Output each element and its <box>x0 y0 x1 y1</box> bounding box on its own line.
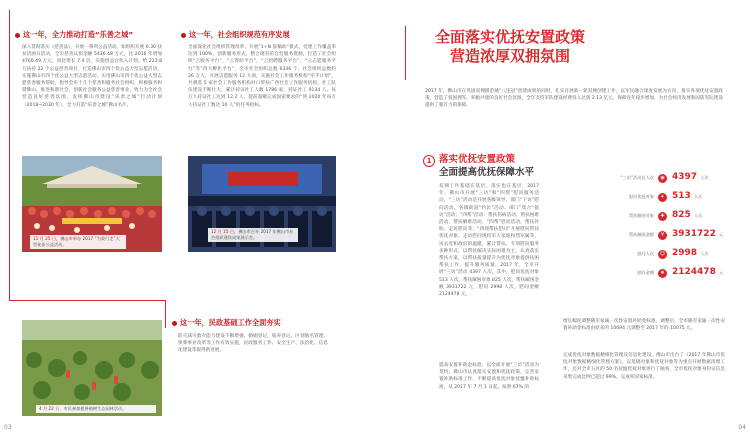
stat-value: 825 人次 <box>672 210 703 220</box>
photo-walk-event <box>22 156 162 252</box>
stat-value: 2998 人次 <box>672 248 709 258</box>
stat-value: 513 人次 <box>672 191 703 201</box>
section-text: 防灾减灾救灾能力建设不断增强，婚姻登记，收养登记、区划地名管理、殡葬事业改革等工作有效实施，民政服务工作、安全生产、法治化、信息化建设等取得新进展。 <box>178 334 328 354</box>
visit-icon: ☺ <box>659 251 666 257</box>
gift-icon: ❖ <box>658 269 667 278</box>
stats-panel <box>550 168 725 288</box>
stat-label: 慰问优抚对象 <box>628 194 654 199</box>
stat-label: 慰问人次 <box>637 251 654 256</box>
section-heading: 这一年，全力推动打造“乐善之城” <box>15 30 133 40</box>
section-number-badge: 1 <box>423 155 435 167</box>
stat-row <box>550 172 725 186</box>
photo-exhibition <box>188 156 336 252</box>
stat-label: 慰问金额 <box>637 270 654 275</box>
stat-row <box>550 248 725 262</box>
section-text: 全面深化社会组织管理改革，开展“1+N 辞稿助”模式，党建工作覆盖率达到 100%，创新服务形式，整合现有的自营服务资源，打造了社会组织“云服务平台”，“云资助平台”、“云招聘服务平台”、“云志愿服务平台”等“四大孵化平台”，全市社会组织总数 6336 个，社会组织总数约 26 万人，开展志愿服务 12 大项，实施社会工作服务机构“牵手计划”，共遴选 5 家社会工作服务机构对口帮扶广西社会工作服务机构，社工队伍建设不断壮大，累计持证社工人数 1786 家，持证社工 9134 人，每万人持证社工达到 12.2 人，提前超额完成国家要求的“到 2020 年每万人持证社工数达 10 人”的任务指标。 <box>188 45 336 108</box>
stat-row <box>550 267 725 281</box>
timeline-line <box>165 300 166 328</box>
photo-tree-planting <box>22 320 162 416</box>
section-text: 增长幅度调整随军家属一次性安置补助金标准，调整后，全市随军家属一次性安置补助金标准由原来的 10694 元调整至 2017 年的 10075 元。 <box>563 319 725 332</box>
section-text: 提高安置补助金标准，以全面开展“三访”活动为契机，佛山市认真落实安置和优抚政策，完善安置补助标准工作，不断提高优抚对象抚恤补助标准，从 2017 年 7 月 1 日起，按照 67% 的 <box>439 363 539 390</box>
photo-caption: 4 月 22 日，市民参加慈善植树生态园林活动。 <box>36 405 156 413</box>
bullet-icon <box>172 321 177 326</box>
timeline-line <box>9 300 165 301</box>
handshake-icon: ✦ <box>658 193 667 202</box>
stat-value: 2124478 元 <box>672 267 724 277</box>
stat-value: 3931722 元 <box>672 229 724 239</box>
money-icon: ¥ <box>658 231 667 240</box>
stat-row <box>550 210 725 224</box>
page-title: 全面落实优抚安置政策 营造浓厚双拥氛围 <box>434 28 585 65</box>
right-page <box>375 0 750 435</box>
field-image <box>22 320 162 416</box>
stat-row <box>550 191 725 205</box>
section-heading: 这一年，民政基础工作全面夯实 <box>172 318 281 328</box>
people-icon: ◉ <box>658 174 667 183</box>
stat-label: 帮扶解困对象 <box>628 213 654 218</box>
section-text: 双拥工作基础在基层，落实也在基层，2017 年，佛山市开展“三访”和“四帮”慰问服务活动，“三访”活动是开展各级领导、部门“下访”慰问活动、各镇街道“约访”活动、部门”集合“接访”活动；“四帮”活动：帮扶伤病活动、帮扶困难活动、帮扶解难活动、“四帮”慰问活动，帮扶补助、走访慰问等；“四项帮扶慰问”开展慰问帮扶优抚对象，走访慰问现役军人家庭和烈军属等，送去党和政府的温暖，累计帮扶、专项慰问服务多种形式，以帮扶解决实际困难为主，认真落实帮扶方案，以帮扶质量提升为优抚对象提供扶困帮扶工作，提升服务质量。2017 年，全市开展“三访”活动 4397 人次，其中，慰问优抚对象 513 人次，帮扶解困对象 825 人次，帮扶解困金额 3931722 元，慰问 2998 人次，慰问金额 2124478 元。 <box>439 184 540 298</box>
photo-caption: 12 月 15 日，佛山市召开 2017 年佛山市社会组织建设成果展示会。 <box>208 228 298 242</box>
bullet-icon <box>181 33 186 38</box>
page-number: 03 <box>4 424 12 431</box>
stat-label: 帮扶解困金额 <box>628 232 654 237</box>
section-subtitle: 全面提高优抚保障水平 <box>439 167 535 178</box>
section-heading: 这一年，社会组织规范有序发展 <box>181 30 290 40</box>
stat-value: 4397 人次 <box>672 172 709 182</box>
section-title: 落实优抚安置政策 <box>439 154 516 165</box>
photo-caption: 11 月 25 日，佛山市举办 2017 “为爱行走”大型徒步公益活动。 <box>30 235 126 249</box>
intro-text: 2017 年，佛山市在巩固双拥模范城“八连冠”创建成果的同时，扎实开展新一轮双拥创建工作，以军民融合深度发展为方向，推实各项优抚安置政策，营造了爱国拥军、积极共建的良好社会氛围，全年支持军队建设经费投入达到 2.13 亿元，保障连年稳步增加，为社会经济发展和国防军队建设提供了强有力的保障。 <box>425 89 723 109</box>
section-text: 完成优抚对象数据精细化管理及信息化建设，佛山市出台了《2017 年佛山市优抚对象数据精细化管理方案》，以基础对象和优抚对象等为重点开展数据清理工作，还对全市五区的 50 名抚恤优抚对象进行了抽查，全市优抚对象身份证信息采集完成比例已超过 99%，完成率国家标准。 <box>563 353 725 380</box>
timeline-line <box>9 10 10 300</box>
page-number: 04 <box>738 424 746 431</box>
stat-row <box>550 229 725 243</box>
section-text: 深入贯彻落实《慈善法》，开展一系列公益活动。如组织开展 6.30 扶贫济困日活动，全市慈善认捐金额 5436.48 万元，比 2016 年增加 4760.49 万元，同比增长 7.4 倍，实施创益台伙入计划，给 223.8 万扶持 22 个公益慈善项目，打造佛山市四个优公益大型志愿活动，实施佛山市四个优公益大型志愿活动，实用佛山市四个优公益大型志愿慈善服务帮助，指导全市十几个慈善和服务社会组织，积极服务和谐佛山，推进和谐社会，创新社会服务公益慈善事业，致力为全社会营造良好慈善氛围，发挥佛山市建设“乐善之城”行动计划（2018~2030 年），全力打造“乐善之城”佛山名片。 <box>22 45 162 108</box>
title-divider <box>405 26 406 80</box>
help-icon: ✚ <box>658 212 667 221</box>
bullet-icon <box>15 33 20 38</box>
stat-label: “三访”活动总人次 <box>620 175 654 180</box>
